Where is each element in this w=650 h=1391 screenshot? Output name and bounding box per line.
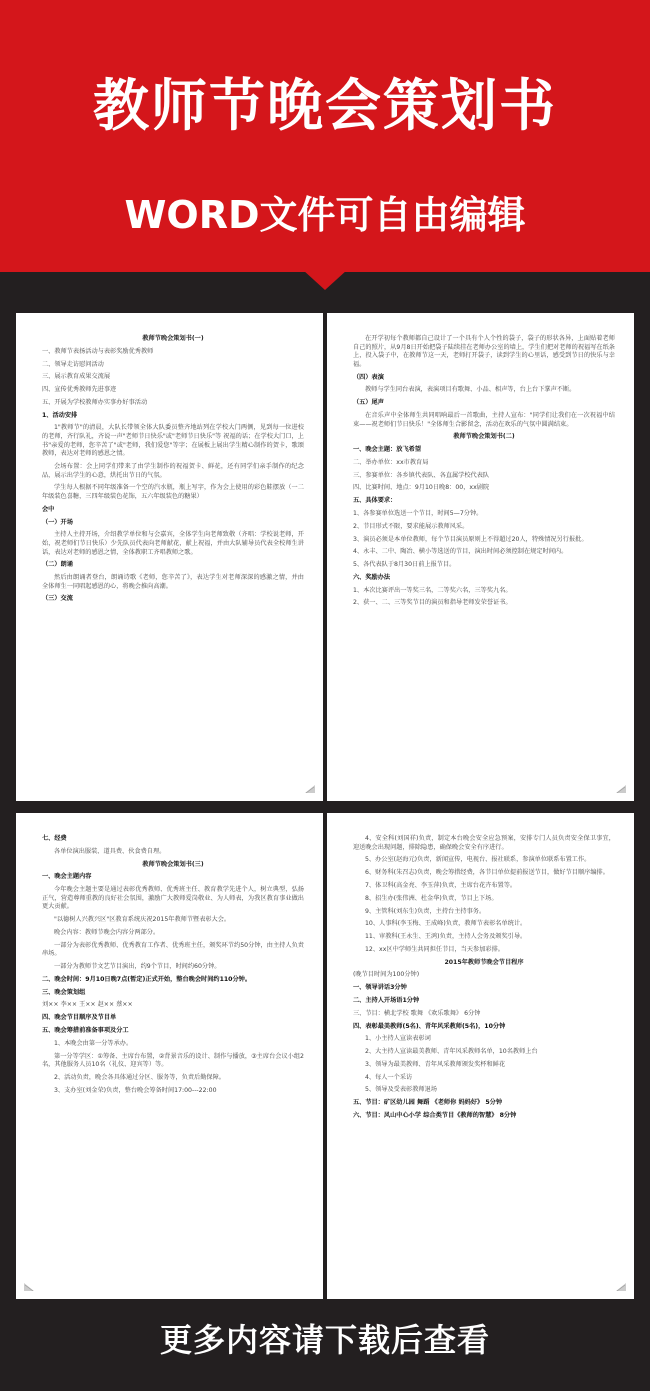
text-line: 1、各参赛单位选送一个节目，时间5—7分钟。 [353, 509, 483, 517]
page-curl-icon [616, 1283, 626, 1291]
text-line: 在音乐声中全体师生共同唱响最后一首歌曲，主持人宣布："同学们让我们在一次祝福中结束——祝老师们节日快乐！"全体师生合影留念，活动在欢乐的气氛中圆满结束。 [353, 411, 615, 428]
text-line: 6、财务科(朱召志)负责，晚会筹措经费，各节目单位提前报送节目，做好节目顺序编排。 [365, 869, 609, 877]
section-heading: 2015年教师节晚会节目程序 [444, 958, 524, 966]
text-line: 会场布置：会上同学们带来了由学生制作的祝福贺卡、鲜花，还有同学们亲手制作的纪念品，展示出学生的心意，烘托出节日的气氛。 [42, 463, 304, 479]
text-line: 教师与学生同台表演，表演项目有歌舞、小品、相声等，台上台下掌声不断。 [365, 386, 576, 394]
text-line: 四、表彰最美教师(5名)、青年风采教师(5名)，10分钟 [353, 1022, 506, 1030]
text-line: 六、节目：风山中心小学 综合类节目《教师的智慧》 8分钟 [353, 1112, 517, 1119]
text-line: （一）开场 [42, 518, 73, 526]
text-line: 五、晚会筹措前准备事项及分工 [42, 1026, 129, 1034]
text-line: 在开学初每个教师都自己设计了一个具有个人个性的袋子，袋子的形状各异，上面贴着老师自己的照片，从9月8日开始把袋子陆续挂在老师办公室的墙上，学生们把对老师的祝福写在纸条上，投入袋子中，在教师节这一天，老师打开袋子，读到学生的心里话，感受到节日的快乐与幸福。 [353, 335, 615, 368]
text-line: 三、节目：横北学校 歌舞 《欢乐歌舞》 6分钟 [353, 1009, 481, 1017]
text-line: 七、经费 [42, 835, 67, 842]
banner-arrow [303, 270, 347, 290]
text-line: 学生每人根据不同年级准备一个空的汽水瓶，瓶上写字，作为会上使用的彩色鞋摆放（一二年级装色喜糖，三四年级装色花饰，五六年级装色的糖果） [42, 484, 304, 500]
document-page-3 [16, 813, 323, 1299]
text-line: 5、各代表队于8月30日前上报节目。 [353, 561, 456, 569]
text-line: 主持人主持开场，介绍教学单位和与会嘉宾，全体学生向老师致敬（齐唱：学校说老师，开始，祝老师们节日快乐）少先队员代表向老师献花，献上祝福，并由大队辅导员代表全校师生讲话，表达对老师的感恩之情，全体教职工齐唱教师之歌。 [42, 531, 304, 556]
text-line: 二、举办单位：xx市教育局 [353, 458, 429, 466]
text-line: 1、小主持人宣读表彰词 [365, 1035, 431, 1043]
text-line: 五、具体要求： [353, 497, 397, 505]
text-line: （二）朗诵 [42, 561, 73, 569]
text-line: 今年晚会主题主要是通过表彰优秀教师、优秀班主任、教育教学先进个人，树立典型，弘扬正气，营造尊师重教的良好社会氛围，激励广大教师爱岗敬业、为人师表，为我区教育事业做出更大贡献。 [42, 886, 304, 911]
text-line: 会中 [42, 505, 55, 513]
text-line: 8、招生办(张伟洲、杜金华)负责，节目上下场。 [365, 894, 498, 902]
text-line: 一、晚会主题内容 [42, 873, 92, 881]
text-line: 五、开展为学校教师办实事办好事活动 [42, 398, 148, 406]
text-line: 3、领导为最美教师、青年风采教师颁发奖杯和鲜花 [365, 1060, 506, 1068]
document-page-4 [327, 813, 634, 1299]
text-line: 一、教师节表扬活动与表彰奖励优秀教师 [42, 347, 154, 355]
text-line: 5、办公室(赵海元)负责，新闻宣传，电视台、报社联系，参演单位联系布置工作。 [365, 856, 591, 864]
section-heading: 教师节晚会策划书(一) [142, 335, 204, 342]
text-line: 2、节目形式不限，要求能展示教师风采。 [353, 522, 469, 530]
text-line: 一、晚会主题：放飞希望 [353, 446, 422, 454]
text-line: (晚节目时间为100分钟) [353, 971, 420, 979]
text-line: "以德树人兴教兴区"区教育系统庆祝2015年教师节暨表彰大会。 [54, 916, 231, 924]
text-line: 晚会内容：教师节晚会内容分两部分。 [54, 928, 160, 936]
text-line: 2、活动负责，晚会各具体通过分区、服务等，负责后勤保障。 [54, 1073, 225, 1081]
text-line: 5、领导及受表彰教师退场 [365, 1086, 437, 1094]
text-line: 三、展示教育成果交流展 [42, 373, 111, 381]
header-banner [0, 0, 650, 272]
text-line: 三、参赛单位：各乡镇代表队、各直属学校代表队 [353, 471, 490, 479]
document-page-2 [327, 313, 634, 801]
text-line: 二、领导走访慰问活动 [42, 360, 104, 368]
page-1-text [42, 335, 304, 608]
text-line: 7、体卫科(高金亮、李玉萍)负责，主席台花卉布置等。 [365, 881, 517, 889]
text-line: 2、获一、二、三等奖节目的演员和指导老师发荣誉证书。 [353, 599, 512, 607]
text-line: 刘×× 李×× 王×× 赵×× 蔡×× [42, 1001, 133, 1009]
text-line: 六、奖励办法 [353, 573, 391, 581]
text-line: 10、人事科(李玉梅、王成峰)负责，教师节表彰名单统计。 [365, 920, 527, 928]
text-line: 4、安全科(刘国祥)负责，制定本台晚会安全应急预案，安排专门人员负责安全保卫事宜，迎送晚会出现问题，排除隐患，确保晚会安全有序进行。 [353, 835, 615, 851]
poster-subtitle: WORD文件可自由编辑 [124, 193, 526, 237]
text-line: 2、大主持人宣读最美教师、青年风采教师名单，10名教师上台 [365, 1048, 538, 1056]
page-curl-icon [616, 785, 626, 793]
text-line: 四、宣传优秀教师先进事迹 [42, 386, 117, 394]
download-prompt: 更多内容请下载后查看 [159, 1321, 490, 1359]
poster-title: 教师节晚会策划书 [93, 74, 557, 139]
section-heading: 教师节晚会策划书(三) [142, 860, 204, 868]
text-line: 4、永丰、二中、陶冶、横小等选送的节目，演出时间必须控制在规定时间内。 [353, 548, 568, 556]
text-line: 9、主管科(刘东生)负责，主持台主持事务。 [365, 907, 486, 915]
text-line: 1"教师节"的清晨，大队长带领全体大队委员整齐地站列在学校大门两侧，见到每一位进校的老师，齐行队礼，齐说一声"老师节日快乐"或"老师节日快乐"等 祝福的话；在学校大门口，上书"亲爱的老师，您辛苦了"或"老师，我们爱您"等字；在展板上展出学生精心制作的贺卡，歌颂教师，表达对老师的感恩之情。 [42, 424, 304, 458]
page-curl-icon [305, 785, 315, 793]
text-line: 第一分等学区：①筹备、主席台布置，②背景音乐的设计、制作与播放，③主席台会议小组2名，其他服务人员10名（礼仪、迎宾等）等。 [42, 1052, 304, 1069]
text-line: （四）表演 [353, 373, 384, 381]
text-line: 三、晚会策划组 [42, 988, 86, 996]
text-line: 3、支办室(刘金荣)负责，整台晚会筹备时间17:00---22:00 [54, 1086, 217, 1094]
text-line: 四、晚会节目顺序及节目单 [42, 1014, 117, 1022]
text-line: 五、节目：矿区幼儿园 舞蹈 《老师你 妈妈好》 5分钟 [353, 1099, 503, 1107]
text-line: 3、演员必须是本单位教师，每个节目演员原则上不得超过20人，特殊情况另行报批。 [353, 535, 588, 543]
text-line: 11、审教科(王永生、王鸿)负责，主持人会务及颁奖引导。 [365, 933, 527, 941]
document-page-1 [16, 313, 323, 801]
text-line: 二、晚会时间：9月10日晚7点(暂定)正式开始，整台晚会时间约110分钟。 [42, 975, 252, 983]
text-line: 12、xx区中学师生共同担任节目，当天参加彩排。 [365, 945, 504, 953]
text-line: 1、活动安排 [42, 411, 78, 419]
page-4-text [353, 835, 615, 1125]
text-line: 1、本晚会由第一分等承办。 [54, 1039, 133, 1047]
text-line: 1、本次比赛评出一等奖三名，二等奖六名，三等奖九名。 [353, 586, 512, 594]
text-line: （三）交流 [42, 595, 73, 603]
section-heading: 教师节晚会策划书(二) [453, 433, 515, 441]
text-line: 然后由朗诵者登台，朗诵诗歌《老师，您辛苦了》，表达学生对老师深深的感激之情，并由全体师生一同唱起感恩的心，将晚会推向高潮。 [42, 574, 304, 590]
text-line: （五）尾声 [353, 399, 384, 407]
page-2-text [353, 335, 615, 612]
page-3-text [42, 835, 304, 1099]
text-line: 一部分为表彰优秀教师、优秀教育工作者、优秀班主任，颁奖环节约50分钟，由主持人负责串场。 [42, 941, 304, 958]
text-line: 二、主持人开场语1分钟 [353, 996, 420, 1004]
text-line: 一、领导讲话3分钟 [353, 984, 407, 992]
text-line: 四、比赛时间、地点：9月10日晚8：00，xx剧院 [353, 484, 490, 492]
text-line: 各单位演出服装、道具费、伙食费自理。 [54, 847, 166, 855]
text-line: 一部分为教师节文艺节目演出，约9个节目，时间约60分钟。 [54, 963, 221, 971]
page-curl-icon [24, 1283, 34, 1291]
text-line: 4、每人一个采访 [365, 1073, 413, 1081]
